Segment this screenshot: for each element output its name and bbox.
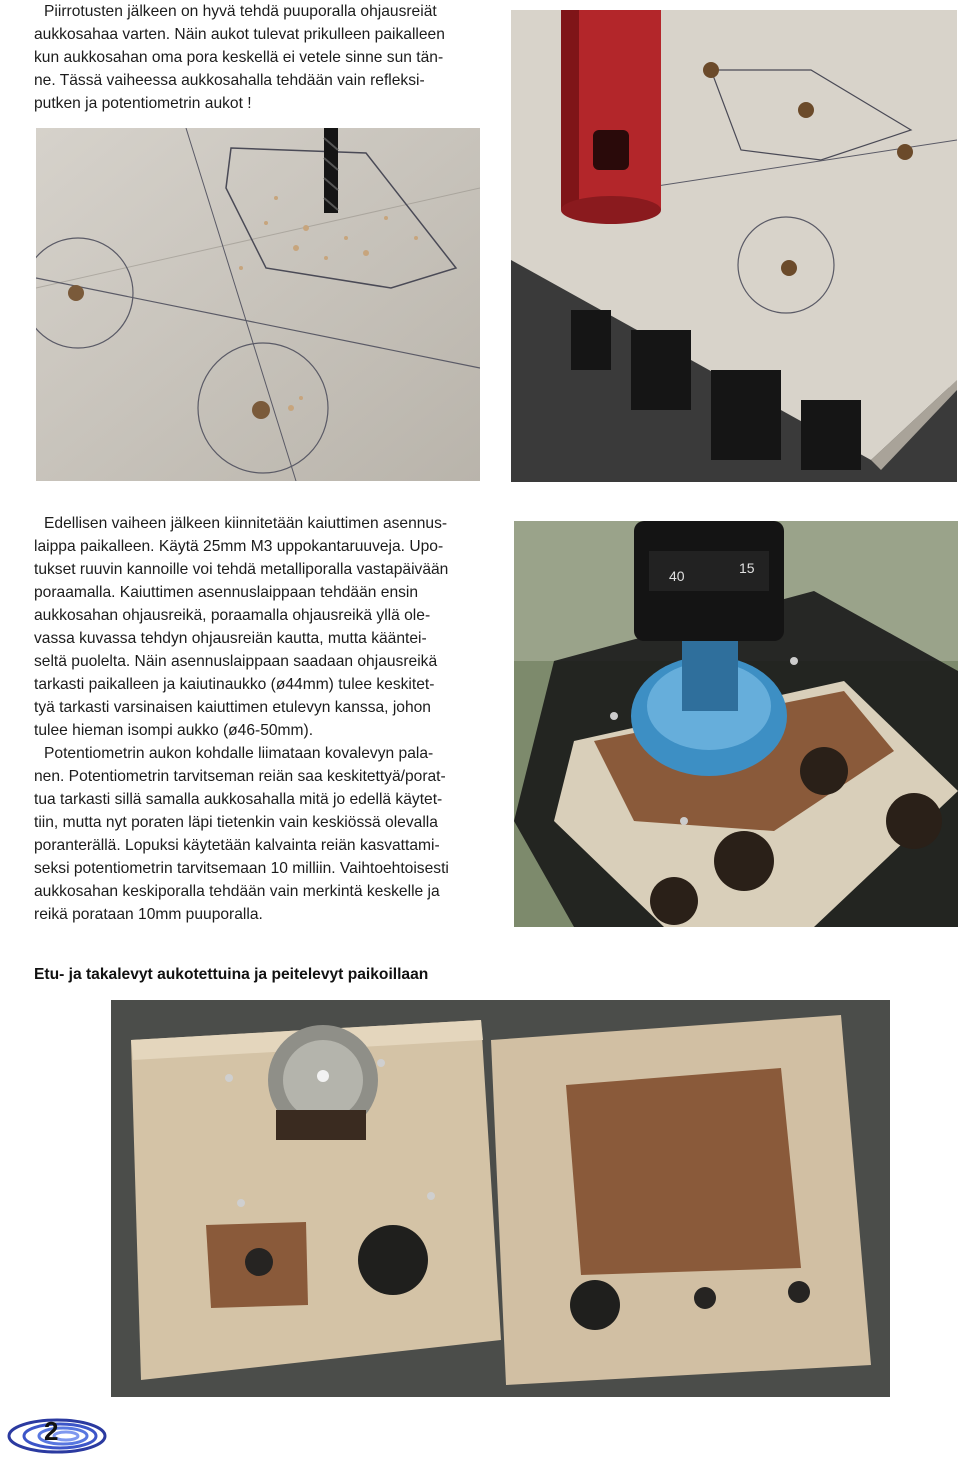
body-line: tyä tarkasti varsinaisen kaiuttimen etulevyn kanssa, johon	[34, 699, 431, 716]
page-number: 2	[44, 1416, 59, 1446]
drill-mark-15: 15	[739, 560, 755, 576]
body-line: laippa paikalleen. Käytä 25mm M3 uppokantaruuveja. Upo-	[34, 538, 444, 555]
photo-drill-pilot-holes	[36, 128, 480, 481]
body-line: poranterällä. Lopuksi käytetään kalvainta reiän kasvattami-	[34, 837, 440, 854]
body-line: tiin, mutta nyt poraten läpi tietenkin vain keskiössä olevalla	[34, 814, 438, 831]
photo-red-hole-saw	[511, 10, 957, 482]
body-line: tukset ruuvin kannoille voi tehdä metalliporalla vastapäivään	[34, 561, 449, 578]
body-line: poraamalla. Kaiuttimen asennuslaippaan tehdään ensin	[34, 584, 419, 601]
drill-mark-40: 40	[669, 568, 685, 584]
body-line: reikä porataan 10mm puuporalla.	[34, 906, 263, 923]
body-line: vassa kuvassa tehdyn ohjausreiän kautta, mutta kääntei-	[34, 630, 427, 647]
body-line: Potentiometrin aukon kohdalle liimataan kovalevyn pala-	[44, 745, 434, 762]
intro-line: Piirrotusten jälkeen on hyvä tehdä puuporalla ohjausreiät	[44, 3, 437, 20]
intro-line: putken ja potentiometrin aukot !	[34, 95, 252, 112]
body-line: tarkasti paikalleen ja kaiutinaukko (ø44mm) tulee keskitet-	[34, 676, 435, 693]
intro-line: aukkosahaa varten. Näin aukot tulevat prikulleen paikalleen	[34, 26, 445, 43]
figure-caption: Etu- ja takalevyt aukotettuina ja peitelevyt paikoillaan	[34, 966, 429, 983]
photo-front-back-panels	[111, 1000, 890, 1397]
body-line: tua tarkasti sillä samalla aukkosahalla mitä jo edellä käytet-	[34, 791, 443, 808]
intro-line: kun aukkosahan oma pora keskellä ei vetele sinne sun tän-	[34, 49, 444, 66]
intro-line: ne. Tässä vaiheessa aukkosahalla tehdään vain refleksi-	[34, 72, 425, 89]
body-line: seltä puolelta. Näin asennuslaippaan saadaan ohjausreikä	[34, 653, 438, 670]
body-line: tulee hieman isompi aukko (ø46-50mm).	[34, 722, 314, 739]
body-line: aukkosahan keskiporalla tehdään vain merkintä keskelle ja	[34, 883, 440, 900]
body-line: Edellisen vaiheen jälkeen kiinnitetään kaiuttimen asennus-	[44, 515, 448, 532]
body-line: seksi potentiometrin tarvitsemaan 10 milliin. Vaihtoehtoisesti	[34, 860, 449, 877]
body-line: nen. Potentiometrin tarvitseman reiän saa keskitettyä/porat-	[34, 768, 446, 785]
photo-blue-hole-saw-flange	[514, 521, 958, 927]
body-line: aukkosahan ohjausreikä, poraamalla ohjausreikä yllä ole-	[34, 607, 431, 624]
